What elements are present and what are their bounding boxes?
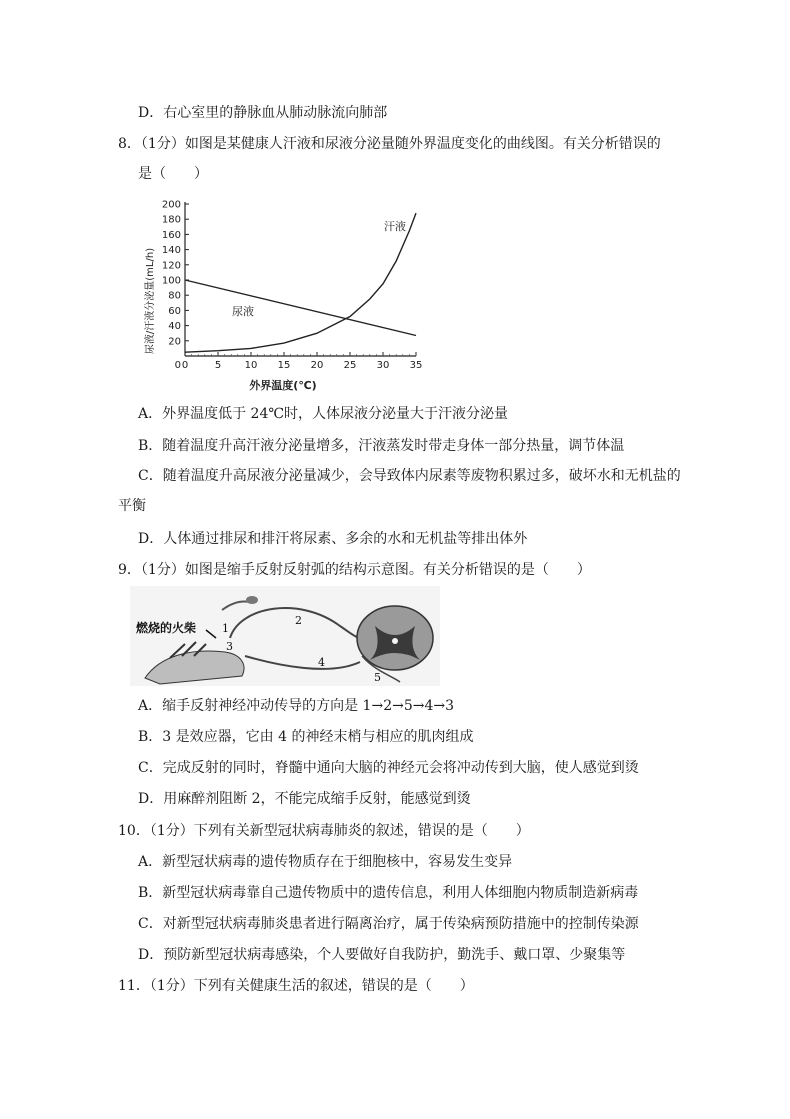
- q8-option-c-line2: 平衡: [118, 498, 146, 514]
- chart-y-tick-label: 140: [161, 245, 181, 257]
- chart-x-label: 外界温度(℃): [249, 379, 317, 392]
- q8-option-b: B．随着温度升高汗液分泌量增多，汗液蒸发时带走身体一部分热量，调节体温: [138, 438, 625, 454]
- chart-y-tick-label: 160: [161, 229, 181, 241]
- q10-option-b: B．新型冠状病毒靠自己遗传物质中的遗传信息，利用人体细胞内物质制造新病毒: [138, 885, 639, 901]
- q8-option-a: A．外界温度低于 24℃时，人体尿液分泌量大于汗液分泌量: [138, 406, 509, 422]
- chart-x-tick-label: 10: [244, 360, 258, 371]
- q8-stem-line2: 是（ ）: [138, 166, 208, 182]
- q9-option-b: B．3 是效应器，它由 4 的神经末梢与相应的肌肉组成: [138, 729, 474, 745]
- chart-x-tick-label: 15: [277, 360, 291, 371]
- chart-legend-sweat: 汗液: [384, 220, 406, 233]
- q10-option-d: D．预防新型冠状病毒感染，个人要做好自我防护，勤洗手、戴口罩、少聚集等: [138, 947, 626, 963]
- q9-stem: 9．（1分）如图是缩手反射反射弧的结构示意图。有关分析错误的是（ ）: [118, 562, 591, 578]
- figure-label-3: 3: [226, 640, 233, 653]
- chart-legend-urine: 尿液: [232, 305, 254, 318]
- chart-x-tick-label: 0: [181, 360, 189, 371]
- q10-option-a: A．新型冠状病毒的遗传物质存在于细胞核中，容易发生变异: [138, 854, 513, 870]
- chart-y-tick-label: 100: [161, 275, 181, 287]
- figure-label-fire: 燃烧的火柴: [136, 621, 197, 635]
- figure-label-2: 2: [295, 614, 302, 627]
- q9-option-d: D．用麻醉剂阻断 2，不能完成缩手反射，能感觉到烫: [138, 791, 471, 807]
- chart-y-tick-label: 180: [161, 214, 181, 226]
- q11-stem: 11．（1分）下列有关健康生活的叙述，错误的是（ ）: [118, 978, 474, 994]
- figure-label-1: 1: [222, 622, 229, 635]
- q9-option-a: A．缩手反射神经冲动传导的方向是 1→2→5→4→3: [138, 698, 455, 714]
- chart-series-line-1: [185, 213, 416, 352]
- chart-y-tick-label: 120: [161, 260, 181, 272]
- chart-y-tick-label: 20: [168, 336, 181, 348]
- chart-x-tick-label: 30: [376, 360, 390, 371]
- chart-y-label: 尿液/汗液分泌量(mL/h): [145, 247, 156, 355]
- chart-y-tick-label: 60: [168, 305, 181, 317]
- q10-option-c: C．对新型冠状病毒肺炎患者进行隔离治疗，属于传染病预防措施中的控制传染源: [138, 916, 639, 932]
- chart-y-tick-label: 40: [168, 321, 181, 333]
- q7-option-d: D．右心室里的静脉血从肺动脉流向肺部: [138, 105, 388, 121]
- q9-option-c: C．完成反射的同时，脊髓中通向大脑的神经元会将冲动传到大脑，使人感觉到烫: [138, 760, 639, 776]
- figure-label-5: 5: [374, 671, 381, 684]
- chart-x-tick-label: 20: [310, 360, 324, 371]
- chart-x-tick-label: 5: [214, 360, 222, 371]
- q10-stem: 10．（1分）下列有关新型冠状病毒肺炎的叙述，错误的是（ ）: [118, 823, 530, 839]
- chart-y-tick-label: 80: [168, 290, 181, 302]
- chart-series-line-0: [185, 280, 416, 336]
- chart-x-tick-label: 35: [409, 360, 423, 371]
- q8-stem-line1: 8．（1分）如图是某健康人汗液和尿液分泌量随外界温度变化的曲线图。有关分析错误的: [118, 136, 661, 152]
- chart-y-tick-label: 200: [161, 199, 181, 211]
- reflex-arc-figure: [130, 586, 440, 686]
- q8-option-c-line1: C．随着温度升高尿液分泌量减少，会导致体内尿素等废物积累过多，破坏水和无机盐的: [138, 468, 681, 484]
- chart-x-tick-label: 25: [343, 360, 357, 371]
- figure-label-4: 4: [318, 656, 325, 669]
- q8-option-d: D．人体通过排尿和排汗将尿素、多余的水和无机盐等排出体外: [138, 531, 528, 547]
- chart-origin-label: 0: [174, 360, 181, 371]
- secretion-temperature-chart: [140, 196, 425, 396]
